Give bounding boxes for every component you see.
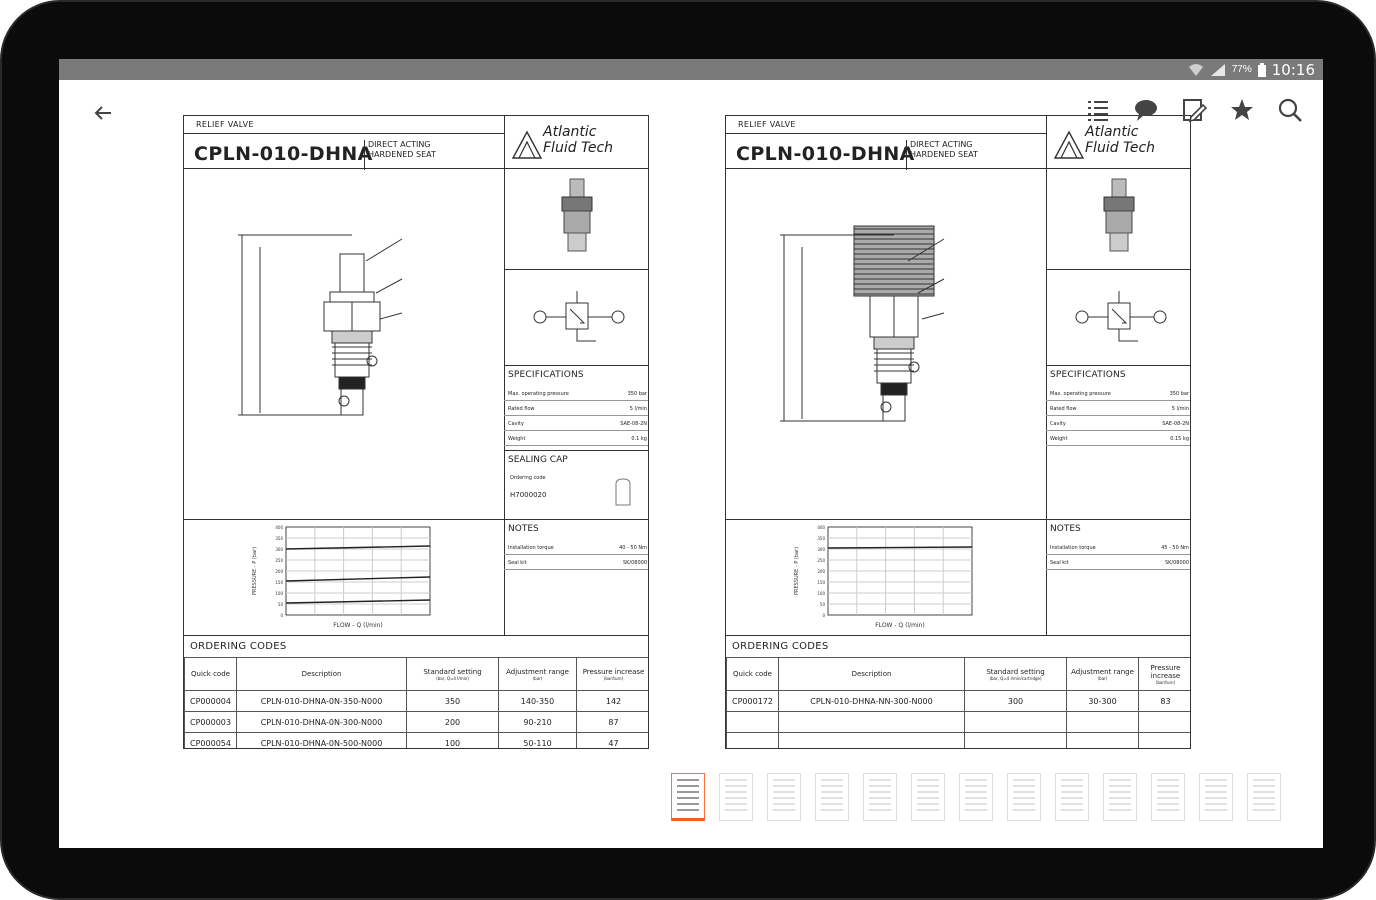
hydraulic-symbol [504,269,649,365]
graph-y-tick: 100 [817,591,825,596]
table-header-row [185,658,650,691]
note-key: Installation torque [1050,545,1096,551]
header-label: Adjustment range [506,667,569,676]
note-key: Seal kit [508,560,527,566]
header-range [1067,658,1139,691]
page-thumbnail[interactable] [671,773,705,821]
ordering-codes-title: ORDERING CODES [732,641,829,652]
header-label: Standard setting [423,667,482,676]
spec-row [504,416,649,431]
divider [726,635,1191,636]
divider [184,635,649,636]
back-arrow-icon[interactable] [89,99,117,127]
list-icon[interactable] [1085,97,1111,123]
model-header [184,133,504,169]
table-row [185,733,650,750]
spec-key: Max. operating pressure [508,391,569,397]
table-cell: CPLN-010-DHNA-0N-350-N000 [237,691,407,712]
table-cell: 100 [407,733,499,750]
page-thumbnail[interactable] [863,773,897,821]
header-label: Pressure increase [1150,663,1181,680]
table-cell: 300 [965,691,1067,712]
spec-row [504,401,649,416]
page-thumbnail[interactable] [1151,773,1185,821]
header-increase [1139,658,1192,691]
page-thumbnail[interactable] [1247,773,1281,821]
clock: 10:16 [1271,60,1315,79]
screen [59,59,1323,848]
category-label: RELIEF VALVE [738,120,796,129]
notes-title: NOTES [1050,524,1081,534]
reader-toolbar [1085,97,1303,123]
header-label: Standard setting [986,667,1045,676]
spec-key: Rated flow [508,406,535,412]
table-cell: CPLN-010-DHNA-0N-300-N000 [237,712,407,733]
sealing-cap-title: SEALING CAP [508,455,568,465]
logo-line-2: Fluid Tech [1085,140,1156,156]
table-cell [1139,712,1192,733]
note-row [1046,540,1191,555]
table-cell: CP000003 [185,712,237,733]
table-cell [1067,712,1139,733]
header-quick [727,658,779,691]
ordering-codes-title: ORDERING CODES [190,641,287,652]
logo-mark-icon [511,128,545,162]
specifications-table [1046,386,1191,446]
ordering-codes-table [726,657,1191,749]
divider [504,365,649,366]
table-row [185,712,650,733]
logo-line-1: Atlantic [543,124,597,140]
divider [1046,365,1191,366]
model-header [726,133,1046,169]
header-standard [407,658,499,691]
spec-value: 0.1 kg [631,436,647,442]
header-note: (bar/turn) [603,675,624,681]
graph-y-tick: 250 [817,558,825,563]
graph-y-tick: 100 [275,591,283,596]
note-value: 45 - 50 Nm [1161,545,1189,551]
header-quick [185,658,237,691]
header-label: Pressure increase [582,667,645,676]
spec-value: 0.15 kg [1170,436,1189,442]
spec-value: 350 bar [1169,391,1189,397]
header-standard [965,658,1067,691]
graph-y-label: PRESSURE - P (bar) [794,546,800,596]
table-cell: 47 [577,733,650,750]
table-cell: 83 [1139,691,1192,712]
model-subtitle [364,140,436,170]
table-cell: 200 [407,712,499,733]
logo-line-2: Fluid Tech [543,140,614,156]
star-icon[interactable] [1229,97,1255,123]
note-key: Seal kit [1050,560,1069,566]
spec-row [1046,386,1191,401]
note-value: SK/08000 [622,560,647,566]
graph-x-label: FLOW - Q (l/min) [333,622,383,629]
note-row [504,555,649,570]
header-note: (bar, Q=4 l/min) [436,675,469,681]
graph-y-tick: 350 [817,536,825,541]
header-description [237,658,407,691]
spec-value: 5 l/min [1171,406,1189,412]
page-thumbnail[interactable] [1199,773,1233,821]
spec-row [504,431,649,446]
graph-x-label: FLOW - Q (l/min) [875,622,925,629]
spec-key: Weight [508,436,526,442]
page-thumbnail[interactable] [815,773,849,821]
graph-y-tick: 200 [275,569,283,574]
divider [504,450,649,451]
sealing-cap-icon [614,478,632,506]
ordering-codes-table [184,657,649,749]
header-range [499,658,577,691]
battery-icon [1258,63,1266,77]
sealing-cap-label: Ordering code [510,475,546,481]
battery-percent: 77% [1231,64,1252,75]
table-row [727,712,1192,733]
spec-key: Cavity [1050,421,1066,427]
page-thumbnail[interactable] [1007,773,1041,821]
product-photo [504,169,649,269]
model-subtitle [906,140,978,170]
page-thumbnail[interactable] [959,773,993,821]
pressure-flow-graph [726,519,1046,635]
logo-mark-icon [1053,128,1087,162]
sealing-cap-code: H7000020 [510,491,547,499]
table-cell [727,733,779,750]
table-cell: CP000054 [185,733,237,750]
hydraulic-symbol [1046,269,1191,365]
header-label: Adjustment range [1071,667,1134,676]
graph-y-tick: 50 [277,602,283,607]
table-cell [965,712,1067,733]
graph-y-tick: 300 [817,547,825,552]
specifications-table [504,386,649,446]
notes-table [504,540,649,570]
spec-row [1046,431,1191,446]
header-note: (bar) [1097,675,1108,681]
note-row [504,540,649,555]
table-cell: 142 [577,691,650,712]
table-cell: CPLN-010-DHNA-0N-500-N000 [237,733,407,750]
specifications-title: SPECIFICATIONS [1050,370,1126,380]
table-cell: 87 [577,712,650,733]
subtitle-line-1: DIRECT ACTING [910,140,973,149]
graph-y-tick: 250 [275,558,283,563]
table-row [727,691,1192,712]
spec-value: SAE-08-2N [620,421,647,427]
logo-text [543,124,613,156]
header-label: Description [301,670,342,678]
status-bar [59,59,1323,80]
table-cell [1067,733,1139,750]
page-thumbnail[interactable] [911,773,945,821]
spec-row [1046,416,1191,431]
pressure-flow-graph [184,519,504,635]
graph-y-tick: 150 [275,580,283,585]
brand-logo [504,116,649,169]
note-value: SK/08000 [1164,560,1189,566]
subtitle-line-2: HARDENED SEAT [368,150,436,159]
table-row [727,733,1192,750]
subtitle-line-2: HARDENED SEAT [910,150,978,159]
notes-table [1046,540,1191,570]
table-cell [965,733,1067,750]
spec-key: Cavity [508,421,524,427]
table-cell [779,733,965,750]
edit-icon[interactable] [1181,97,1207,123]
graph-y-tick: 150 [817,580,825,585]
graph-y-tick: 400 [275,525,283,530]
spec-row [1046,401,1191,416]
wifi-icon [1188,63,1204,77]
note-value: 40 - 50 Nm [619,545,647,551]
note-key: Installation torque [508,545,554,551]
table-cell: 50-110 [499,733,577,750]
table-cell: 30-300 [1067,691,1139,712]
graph-y-label: PRESSURE - P (bar) [252,546,258,596]
table-cell: 350 [407,691,499,712]
subtitle-line-1: DIRECT ACTING [368,140,431,149]
model-number: CPLN-010-DHNA [194,143,373,165]
specifications-title: SPECIFICATIONS [508,370,584,380]
page-thumbnail[interactable] [719,773,753,821]
table-cell: CP000172 [727,691,779,712]
table-cell [727,712,779,733]
logo-text [1085,124,1155,156]
spec-key: Rated flow [1050,406,1077,412]
spec-key: Weight [1050,436,1068,442]
technical-drawing [184,169,504,519]
product-photo [1046,169,1191,269]
table-cell [779,712,965,733]
header-note: (bar) [532,675,543,681]
spec-value: 350 bar [627,391,647,397]
header-increase [577,658,650,691]
note-row [1046,555,1191,570]
table-header-row [727,658,1192,691]
graph-y-tick: 200 [817,569,825,574]
search-icon[interactable] [1277,97,1303,123]
table-cell: 90-210 [499,712,577,733]
page-thumbnail[interactable] [1103,773,1137,821]
category-label: RELIEF VALVE [196,120,254,129]
graph-y-tick: 0 [280,613,283,618]
signal-icon [1210,63,1226,77]
spec-row [504,386,649,401]
graph-y-tick: 350 [275,536,283,541]
header-note: (bar/turn) [1155,679,1176,685]
spec-key: Max. operating pressure [1050,391,1111,397]
page-thumbnail[interactable] [1055,773,1089,821]
header-label: Quick code [191,670,230,678]
graph-y-tick: 50 [819,602,825,607]
table-cell [1139,733,1192,750]
graph-y-tick: 300 [275,547,283,552]
table-cell: CPLN-010-DHNA-NN-300-N000 [779,691,965,712]
spec-value: 5 l/min [629,406,647,412]
graph-y-tick: 0 [822,613,825,618]
logo-line-1: Atlantic [1085,124,1139,140]
header-label: Quick code [733,670,772,678]
spec-value: SAE-08-2N [1162,421,1189,427]
table-cell: 140-350 [499,691,577,712]
notes-title: NOTES [508,524,539,534]
comment-icon[interactable] [1133,97,1159,123]
page-thumbnail[interactable] [767,773,801,821]
document-page-left [183,115,649,749]
model-number: CPLN-010-DHNA [736,143,915,165]
header-label: Description [851,670,892,678]
page-thumbnails [671,773,1281,821]
table-cell: CP000004 [185,691,237,712]
document-page-right [725,115,1191,749]
brand-logo [1046,116,1191,169]
table-row [185,691,650,712]
technical-drawing [726,169,1046,519]
header-note: (bar, Q=4 l/min/cartridge) [989,675,1042,681]
graph-y-tick: 400 [817,525,825,530]
header-description [779,658,965,691]
